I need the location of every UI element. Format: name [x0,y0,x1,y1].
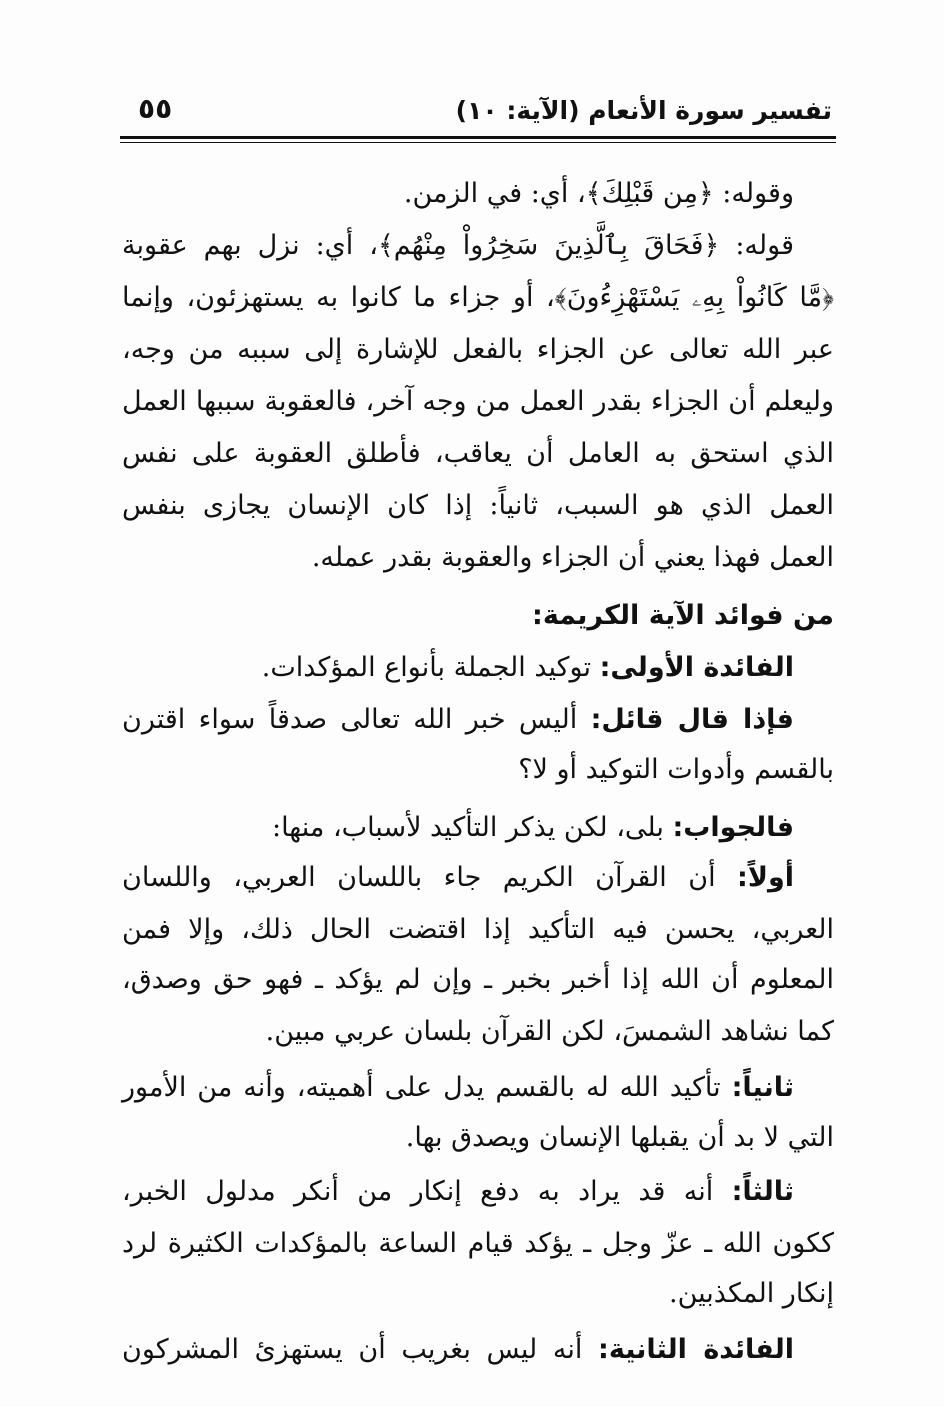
text-line [122,1272,834,1316]
page-header [120,92,832,132]
text-line [122,172,794,216]
question-label: فإذا قال قائل: [590,704,794,735]
text-span: إنكار المكذبين. [669,1278,834,1309]
text-span: ﴿مَّا كَانُواْ بِهِۦ يَسْتَهْزِءُونَ﴾، أو جزاء ما كانوا به يستهزئون، وإنما [122,282,834,313]
header-rule-thin [120,142,836,143]
text-span: بالقسم وأدوات التوكيد أو لا؟ [518,754,834,785]
text-line [122,432,834,476]
benefit-label: الفائدة الأولى: [599,652,794,683]
text-span: وليعلم أن الجزاء بقدر العمل من وجه آخر، فالعقوبة سببها العمل [122,386,834,417]
text-span: تأكيد الله له بالقسم يدل على أهميته، وأنه من الأمور [122,1072,732,1103]
text-line [122,224,794,268]
text-span: بلى، لكن يذكر التأكيد لأسباب، منها: [271,812,673,843]
point-label: ثانياً: [731,1072,794,1103]
text-span: الذي استحق به العامل أن يعاقب، فأطلق العقوبة على نفس [122,438,834,469]
text-span: أنه ليس بغريب أن يستهزئ المشركون [122,1334,599,1365]
text-line [122,1328,794,1372]
text-span: العربي، يحسن فيه التأكيد إذا اقتضت الحال ذلك، وإلا فمن [122,914,834,945]
text-span: التي لا بد أن يقبلها الإنسان ويصدق بها. [405,1122,834,1153]
text-line [122,484,834,528]
text-line [122,698,794,742]
text-line [122,380,834,424]
text-line [122,958,834,1002]
text-line [122,908,834,952]
text-span: كما نشاهد الشمسَ، لكن القرآن بلسان عربي مبين. [265,1016,834,1047]
text-line [122,1222,834,1266]
text-span: ككون الله ـ عزّ وجل ـ يؤكد قيام الساعة بالمؤكدات الكثيرة لرد [122,1228,834,1259]
point-label: ثالثاً: [731,1176,794,1207]
text-line [122,646,794,690]
text-span: العمل الذي هو السبب، ثانياً: إذا كان الإنسان يجازى بنفس [122,490,834,521]
answer-label: فالجواب: [672,812,794,843]
text-span: عبر الله تعالى عن الجزاء بالفعل للإشارة إلى سببه من وجه، [122,334,834,365]
text-line [122,1116,834,1160]
text-span: أليس خبر الله تعالى صدقاً سواء اقترن [122,704,591,735]
text-line [122,328,834,372]
text-line [122,536,834,580]
text-span: قوله: ﴿فَحَاقَ بِٱلَّذِينَ سَخِرُواْ مِنْهُم﴾، أي: نزل بهم عقوبة [122,230,794,261]
point-label: أولاً: [737,862,794,893]
text-line [122,1170,794,1214]
text-line [122,806,794,850]
text-line [122,276,834,320]
running-title: تفسير سورة الأنعام (الآية: ١٠) [455,96,832,125]
text-line [122,856,794,900]
text-span: أنه قد يراد به دفع إنكار من أنكر مدلول الخبر، [122,1176,732,1207]
text-span: توكيد الجملة بأنواع المؤكدات. [261,652,600,683]
text-span: أن القرآن الكريم جاء باللسان العربي، واللسان [122,862,738,893]
text-span: المعلوم أن الله إذا أخبر بخبر ـ وإن لم يؤكد ـ فهو حق وصدق، [122,964,834,995]
text-line [122,1066,794,1110]
text-line [122,748,834,792]
benefit-label: الفائدة الثانية: [598,1334,794,1365]
page-number: ٥٥ [138,92,173,125]
text-span: العمل فهذا يعني أن الجزاء والعقوبة بقدر عمله. [311,542,834,573]
text-line [122,1010,834,1054]
header-rule-thick [120,136,836,139]
text-span: وقوله: ﴿مِن قَبْلِكَ﴾، أي: في الزمن. [403,178,794,209]
section-heading: من فوائد الآية الكريمة: [532,600,834,631]
